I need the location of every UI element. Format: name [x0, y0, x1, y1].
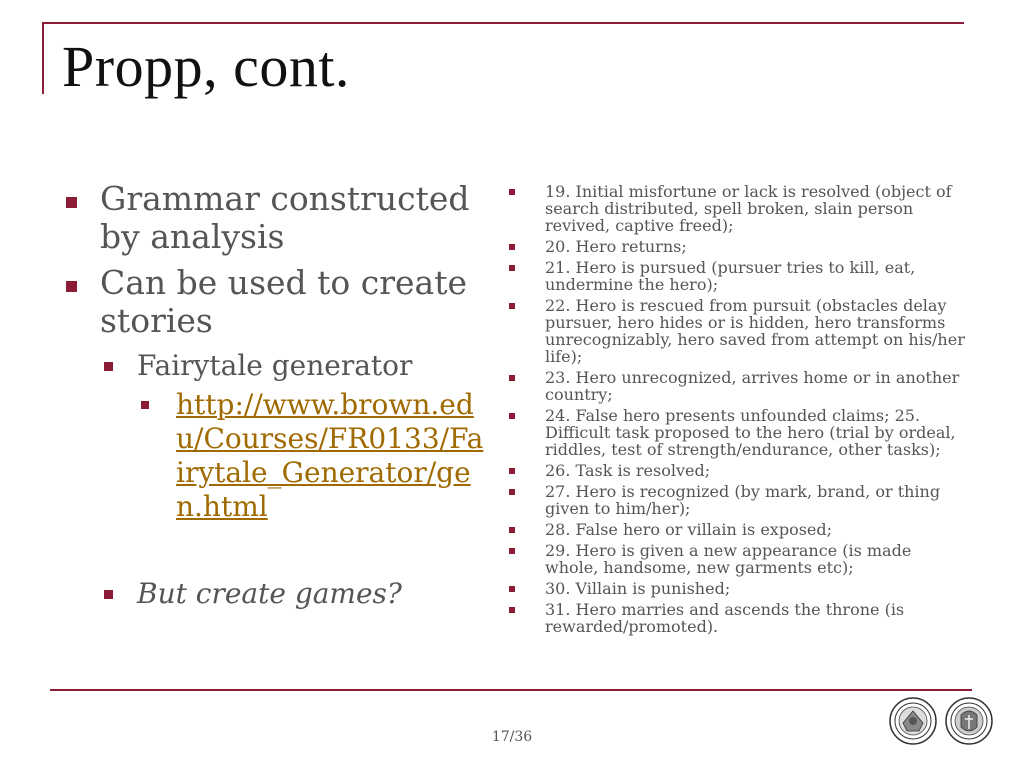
bullet-square-icon: [509, 189, 515, 195]
list-item-text: 22. Hero is rescued from pursuit (obstacles delay pursuer, hero hides or is hidden, hero transforms unrecognizably, hero saved from attempt on his/her life);: [545, 296, 965, 366]
spacer: [62, 528, 492, 576]
left-rule: [42, 22, 44, 94]
list-item-text: 31. Hero marries and ascends the throne (is rewarded/promoted).: [545, 600, 905, 636]
list-item: [505, 580, 965, 597]
list-item: [505, 259, 965, 293]
top-rule: [42, 22, 964, 24]
sub-bullet-create-games: [62, 576, 492, 612]
list-item-text: 23. Hero unrecognized, arrives home or in another country;: [545, 368, 960, 404]
bottom-rule: [50, 689, 972, 691]
list-item: [505, 297, 965, 365]
list-item: [505, 601, 965, 635]
bullet-create-stories: [62, 264, 492, 340]
bullet-square-icon: [509, 303, 515, 309]
list-item-text: 19. Initial misfortune or lack is resolved (object of search distributed, spell broken, slain person revived, captive freed);: [545, 182, 952, 235]
bullet-square-icon: [104, 362, 113, 371]
list-item: [505, 462, 965, 479]
page-number: 17/36: [491, 729, 533, 745]
bullet-square-icon: [509, 489, 515, 495]
list-item: [505, 238, 965, 255]
list-item-text: 21. Hero is pursued (pursuer tries to kill, eat, undermine the hero);: [545, 258, 916, 294]
bullet-square-icon: [509, 413, 515, 419]
list-item-text: 26. Task is resolved;: [545, 461, 711, 480]
bullet-square-icon: [141, 401, 149, 409]
left-bullet-list: [62, 180, 492, 616]
bullet-square-icon: [66, 281, 77, 292]
sub-sub-bullet-link: [62, 388, 492, 524]
propp-functions-list: [505, 183, 965, 639]
bullet-square-icon: [509, 375, 515, 381]
list-item-text: 30. Villain is punished;: [545, 579, 731, 598]
list-item: [505, 407, 965, 458]
bullet-text: Fairytale generator: [137, 349, 413, 382]
bullet-square-icon: [509, 586, 515, 592]
list-item-text: 28. False hero or villain is exposed;: [545, 520, 833, 539]
list-item-text: 29. Hero is given a new appearance (is made whole, handsome, new garments etc);: [545, 541, 912, 577]
bullet-square-icon: [509, 244, 515, 250]
bullet-square-icon: [104, 590, 113, 599]
list-item-text: 24. False hero presents unfounded claims; 25. Difficult task proposed to the hero (trial by ordeal, riddles, test of strength/endurance, other tasks);: [545, 406, 956, 459]
list-item: [505, 542, 965, 576]
university-seal-icon: [889, 697, 937, 745]
slide-title: Propp, cont.: [62, 34, 350, 99]
list-item-text: 20. Hero returns;: [545, 237, 687, 256]
bullet-square-icon: [509, 265, 515, 271]
bullet-grammar: [62, 180, 492, 256]
bullet-text: Grammar constructed by analysis: [100, 179, 470, 256]
university-seal-icon: [945, 697, 993, 745]
bullet-text: Can be used to create stories: [100, 263, 468, 340]
sub-bullet-fairytale-generator: [62, 348, 492, 384]
bullet-text: But create games?: [137, 577, 402, 610]
fairytale-generator-link[interactable]: http://www.brown.edu/Courses/FR0133/Fairytale_Generator/gen.html: [176, 388, 484, 523]
bullet-square-icon: [509, 527, 515, 533]
list-item: [505, 183, 965, 234]
bullet-square-icon: [509, 548, 515, 554]
bullet-square-icon: [66, 197, 77, 208]
list-item-text: 27. Hero is recognized (by mark, brand, or thing given to him/her);: [545, 482, 941, 518]
list-item: [505, 521, 965, 538]
list-item: [505, 483, 965, 517]
bullet-square-icon: [509, 468, 515, 474]
list-item: [505, 369, 965, 403]
bullet-square-icon: [509, 607, 515, 613]
